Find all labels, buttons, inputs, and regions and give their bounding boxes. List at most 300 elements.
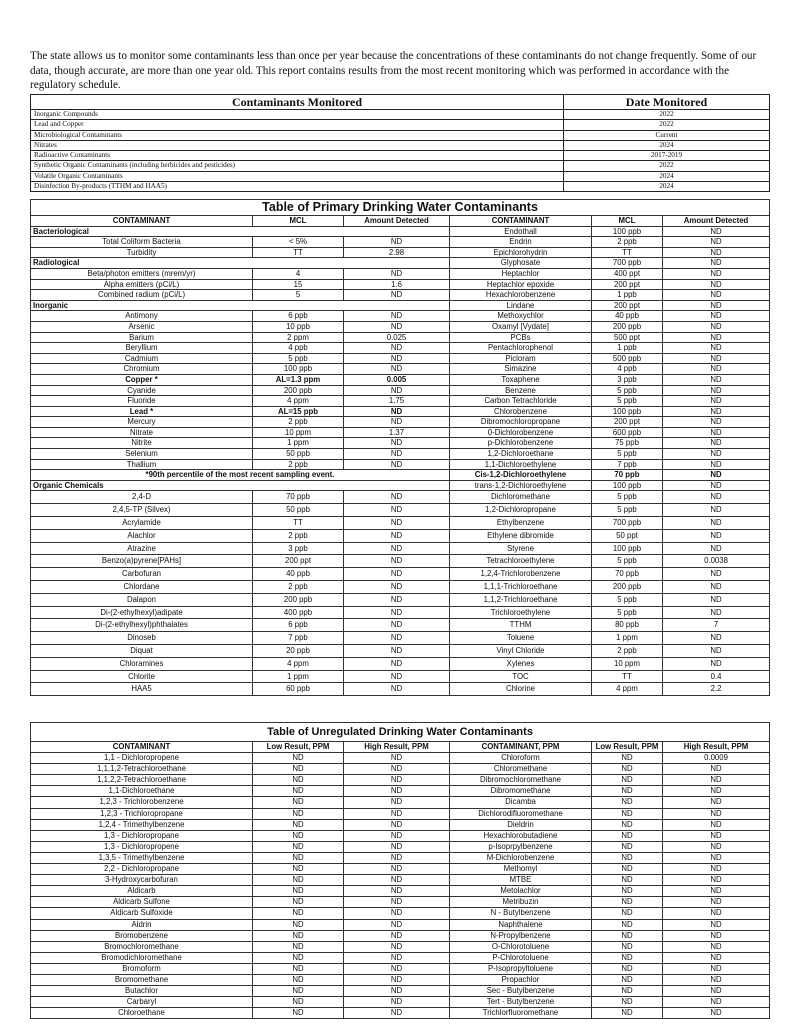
column-header: MCL: [592, 216, 663, 227]
high-result: ND: [344, 775, 450, 786]
table-row: [31, 930, 770, 941]
footnote: *90th percentile of the most recent sampling event.: [31, 470, 450, 481]
contaminant-name: Barium: [31, 332, 253, 343]
high-result: ND: [344, 797, 450, 808]
contaminant-name: 1,2,4 - Trimethylbenzene: [31, 819, 253, 830]
amount-detected: ND: [344, 237, 450, 248]
table-row: [31, 268, 770, 279]
low-result: ND: [592, 908, 663, 919]
low-result: ND: [592, 864, 663, 875]
amount-detected: ND: [663, 353, 770, 364]
contaminant-name: Chromium: [31, 364, 253, 375]
contaminant-group-name: Synthetic Organic Contaminants (including herbicides and pesticides): [31, 161, 564, 171]
amount-detected: ND: [663, 237, 770, 248]
contaminant-name: Ethylbenzene: [450, 517, 592, 530]
mcl-value: 4: [253, 268, 344, 279]
contaminant-name: 1,1-Dichloroethylene: [450, 459, 592, 470]
mcl-value: 6 ppb: [253, 311, 344, 322]
low-result: ND: [253, 930, 344, 941]
table-row: [31, 645, 770, 658]
mcl-value: 100 ppb: [592, 480, 663, 491]
contaminant-name: Toluene: [450, 632, 592, 645]
high-result: ND: [663, 897, 770, 908]
high-result: ND: [663, 886, 770, 897]
contaminant-name: 1,2-Dichloroethane: [450, 449, 592, 460]
amount-detected: ND: [663, 279, 770, 290]
column-header: MCL: [253, 216, 344, 227]
high-result: ND: [663, 986, 770, 997]
contaminant-name: TOC: [450, 670, 592, 683]
contaminant-name: 1,3 - Dichloropropene: [31, 841, 253, 852]
contaminant-name: M-Dichlorobenzene: [450, 852, 592, 863]
table-row: [31, 542, 770, 555]
contaminant-name: Xylenes: [450, 657, 592, 670]
amount-detected: ND: [344, 517, 450, 530]
contaminant-name: Chloromethane: [450, 764, 592, 775]
amount-detected: ND: [344, 555, 450, 568]
low-result: ND: [253, 819, 344, 830]
contaminant-name: 1,1,2,2-Tetrachloroethane: [31, 775, 253, 786]
mcl-value: TT: [592, 670, 663, 683]
mcl-value: 5 ppb: [592, 491, 663, 504]
contaminant-name: p-Isoprpylbenzene: [450, 841, 592, 852]
contaminant-name: 1,1,1,2-Tetrachloroethane: [31, 764, 253, 775]
amount-detected: ND: [663, 385, 770, 396]
contaminant-name: PCBs: [450, 332, 592, 343]
table-row: [31, 417, 770, 428]
table-row: [31, 875, 770, 886]
contaminant-group-name: Disinfection By-products (TTHM and HAA5): [31, 182, 564, 192]
low-result: ND: [253, 997, 344, 1008]
contaminant-group-name: Volatile Organic Contaminants: [31, 171, 564, 181]
mcl-value: 60 ppb: [253, 683, 344, 696]
low-result: ND: [253, 786, 344, 797]
mcl-value: 200 ppb: [253, 593, 344, 606]
contaminant-name: N - Butylbenzene: [450, 908, 592, 919]
amount-detected: ND: [344, 353, 450, 364]
date-monitored: 2024: [564, 171, 770, 181]
contaminant-name: Nitrate: [31, 427, 253, 438]
low-result: ND: [592, 986, 663, 997]
contaminant-name: Heptachlor: [450, 268, 592, 279]
table-row: [31, 406, 770, 417]
contaminant-name: Glyphosate: [450, 258, 592, 269]
mcl-value: 4 ppm: [592, 683, 663, 696]
amount-detected: ND: [344, 449, 450, 460]
mcl-value: 3 ppb: [592, 374, 663, 385]
contaminant-name: Oxamyl [Vydate]: [450, 321, 592, 332]
amount-detected: ND: [663, 406, 770, 417]
mcl-value: 20 ppb: [253, 645, 344, 658]
low-result: ND: [253, 897, 344, 908]
mcl-value: 200 ppt: [253, 555, 344, 568]
mcl-value: 5 ppb: [592, 504, 663, 517]
amount-detected: ND: [663, 606, 770, 619]
mcl-value: 100 ppb: [592, 226, 663, 237]
contaminant-name: 1,2,3 - Trichloropropane: [31, 808, 253, 819]
contaminant-name: Carbofuran: [31, 568, 253, 581]
amount-detected: ND: [344, 311, 450, 322]
contaminant-name: p-Dichlorobenzene: [450, 438, 592, 449]
contaminant-name: Trichloroethylene: [450, 606, 592, 619]
low-result: ND: [592, 952, 663, 963]
mcl-value: 70 ppb: [592, 568, 663, 581]
low-result: ND: [592, 875, 663, 886]
amount-detected: ND: [663, 364, 770, 375]
mcl-value: 200 ppb: [592, 321, 663, 332]
column-header: CONTAMINANT: [31, 216, 253, 227]
mcl-value: 500 ppb: [592, 353, 663, 364]
table-row: [31, 683, 770, 696]
mcl-value: 6 ppb: [253, 619, 344, 632]
high-result: ND: [344, 963, 450, 974]
date-monitored: 2022: [564, 120, 770, 130]
table-row: [31, 491, 770, 504]
low-result: ND: [253, 886, 344, 897]
amount-detected: 0.005: [344, 374, 450, 385]
column-header: Amount Detected: [344, 216, 450, 227]
column-header: Low Result, PPM: [253, 742, 344, 753]
low-result: ND: [253, 864, 344, 875]
contaminant-name: Bromochloromethane: [31, 941, 253, 952]
mcl-value: 1 ppb: [592, 343, 663, 354]
amount-detected: ND: [663, 438, 770, 449]
high-result: ND: [344, 986, 450, 997]
table-row: [31, 364, 770, 375]
contaminant-name: Chlorine: [450, 683, 592, 696]
low-result: ND: [592, 808, 663, 819]
date-monitored: Current: [564, 130, 770, 140]
mcl-value: 4 ppm: [253, 396, 344, 407]
amount-detected: ND: [663, 491, 770, 504]
table-row: [31, 797, 770, 808]
mcl-value: 7 ppb: [592, 459, 663, 470]
table-row: [31, 353, 770, 364]
mcl-value: 2 ppb: [592, 645, 663, 658]
mcl-value: 500 ppt: [592, 332, 663, 343]
low-result: ND: [592, 841, 663, 852]
mcl-value: 4 ppb: [253, 343, 344, 354]
high-result: ND: [344, 919, 450, 930]
high-result: ND: [663, 941, 770, 952]
mcl-value: 5 ppb: [592, 449, 663, 460]
table-row: [31, 808, 770, 819]
table-row: [31, 568, 770, 581]
column-header: Amount Detected: [663, 216, 770, 227]
contaminant-name: Nitrite: [31, 438, 253, 449]
low-result: ND: [253, 775, 344, 786]
amount-detected: ND: [663, 504, 770, 517]
contaminant-name: 1,3 - Dichloropropane: [31, 830, 253, 841]
contaminant-name: 2,4-D: [31, 491, 253, 504]
amount-detected: ND: [344, 459, 450, 470]
low-result: ND: [253, 841, 344, 852]
contaminant-name: 1,2,3 - Trichlorobenzene: [31, 797, 253, 808]
high-result: ND: [344, 830, 450, 841]
contaminant-name: Picloram: [450, 353, 592, 364]
contaminant-name: Methoxychlor: [450, 311, 592, 322]
amount-detected: ND: [344, 406, 450, 417]
table-row: [31, 841, 770, 852]
mcl-value: 3 ppb: [253, 542, 344, 555]
high-result: ND: [663, 786, 770, 797]
amount-detected: ND: [344, 645, 450, 658]
contaminant-name: Dieldrin: [450, 819, 592, 830]
high-result: ND: [663, 952, 770, 963]
low-result: ND: [253, 941, 344, 952]
mcl-value: 100 ppb: [253, 364, 344, 375]
high-result: ND: [663, 852, 770, 863]
table-row: [31, 997, 770, 1008]
low-result: ND: [592, 786, 663, 797]
amount-detected: ND: [344, 529, 450, 542]
contaminant-name: Total Coliform Bacteria: [31, 237, 253, 248]
amount-detected: ND: [663, 396, 770, 407]
mcl-value: TT: [253, 247, 344, 258]
high-result: ND: [663, 1008, 770, 1019]
contaminant-name: Trichlorfluoromethane: [450, 1008, 592, 1019]
low-result: ND: [592, 897, 663, 908]
high-result: ND: [663, 797, 770, 808]
low-result: ND: [592, 775, 663, 786]
table-row: [31, 1008, 770, 1019]
contaminant-name: Dibromomethane: [450, 786, 592, 797]
contaminant-group-name: Radioactive Contaminants: [31, 151, 564, 161]
mcl-value: 5 ppb: [592, 385, 663, 396]
amount-detected: ND: [344, 417, 450, 428]
high-result: ND: [344, 930, 450, 941]
amount-detected: ND: [344, 364, 450, 375]
table-row: [31, 321, 770, 332]
mcl-value: 2 ppb: [253, 459, 344, 470]
contaminant-name: Dibromochloromethane: [450, 775, 592, 786]
table-row: [31, 919, 770, 930]
column-header: High Result, PPM: [344, 742, 450, 753]
mcl-value: 50 ppb: [253, 449, 344, 460]
table-row: [31, 332, 770, 343]
contaminant-name: Diquat: [31, 645, 253, 658]
mcl-value: 200 ppt: [592, 279, 663, 290]
mcl-value: 200 ppt: [592, 300, 663, 311]
contaminant-name: Butachlor: [31, 986, 253, 997]
contaminant-name: Fluoride: [31, 396, 253, 407]
table-row: [31, 279, 770, 290]
primary-header-row: [31, 216, 770, 227]
contaminant-name: Ethylene dibromide: [450, 529, 592, 542]
table-row: [31, 963, 770, 974]
low-result: ND: [592, 886, 663, 897]
contaminant-name: Metribuzin: [450, 897, 592, 908]
amount-detected: ND: [344, 542, 450, 555]
amount-detected: ND: [663, 568, 770, 581]
contaminant-name: Carbaryl: [31, 997, 253, 1008]
contaminant-name: 1,2,4-Trichlorobenzene: [450, 568, 592, 581]
amount-detected: ND: [663, 529, 770, 542]
table-row: [31, 427, 770, 438]
contaminant-name: Aldicarb: [31, 886, 253, 897]
high-result: ND: [344, 897, 450, 908]
amount-detected: 0.0038: [663, 555, 770, 568]
amount-detected: ND: [663, 459, 770, 470]
contaminant-name: Heptachlor epoxide: [450, 279, 592, 290]
mcl-value: 5 ppb: [592, 606, 663, 619]
table-row: [31, 459, 770, 470]
high-result: ND: [663, 830, 770, 841]
mcl-value: 1 ppm: [253, 670, 344, 683]
contaminant-name: 1,1-Dichloroethane: [31, 786, 253, 797]
mcl-value: 400 ppt: [592, 268, 663, 279]
mcl-value: 600 ppb: [592, 427, 663, 438]
low-result: ND: [592, 797, 663, 808]
monitored-row: [31, 182, 770, 192]
mcl-value: AL=1.3 ppm: [253, 374, 344, 385]
contaminant-name: Dinoseb: [31, 632, 253, 645]
table-row: [31, 886, 770, 897]
contaminant-name: Aldicarb Sulfoxide: [31, 908, 253, 919]
mcl-value: 700 ppb: [592, 517, 663, 530]
mcl-value: 70 ppb: [253, 491, 344, 504]
contaminant-name: Mercury: [31, 417, 253, 428]
low-result: ND: [592, 930, 663, 941]
table-row: [31, 619, 770, 632]
low-result: ND: [253, 753, 344, 764]
amount-detected: ND: [663, 470, 770, 481]
table-row: [31, 753, 770, 764]
monitored-row: [31, 110, 770, 120]
mcl-value: 75 ppb: [592, 438, 663, 449]
table-row: [31, 852, 770, 863]
amount-detected: ND: [663, 343, 770, 354]
high-result: ND: [344, 841, 450, 852]
low-result: ND: [592, 941, 663, 952]
high-result: ND: [344, 974, 450, 985]
contaminant-name: Alachlor: [31, 529, 253, 542]
monitored-row: [31, 130, 770, 140]
contaminant-name: Styrene: [450, 542, 592, 555]
high-result: ND: [344, 941, 450, 952]
high-result: ND: [663, 974, 770, 985]
mcl-value: 200 ppt: [592, 417, 663, 428]
amount-detected: ND: [344, 606, 450, 619]
mcl-value: 4 ppb: [592, 364, 663, 375]
amount-detected: ND: [663, 247, 770, 258]
contaminant-name: Naphthalene: [450, 919, 592, 930]
amount-detected: ND: [344, 268, 450, 279]
amount-detected: ND: [663, 517, 770, 530]
contaminant-name: Sec - Butylbenzene: [450, 986, 592, 997]
amount-detected: ND: [663, 226, 770, 237]
contaminant-name: Benzene: [450, 385, 592, 396]
contaminant-name: 0-Dichlorobenzene: [450, 427, 592, 438]
mcl-value: 400 ppb: [253, 606, 344, 619]
amount-detected: ND: [663, 645, 770, 658]
contaminant-name: Toxaphene: [450, 374, 592, 385]
amount-detected: ND: [344, 321, 450, 332]
mcl-value: 15: [253, 279, 344, 290]
amount-detected: ND: [344, 438, 450, 449]
amount-detected: ND: [344, 504, 450, 517]
contaminant-name: Selenium: [31, 449, 253, 460]
mcl-value: 5: [253, 290, 344, 301]
unregulated-table-title: Table of Unregulated Drinking Water Contaminants: [31, 723, 770, 742]
table-row: [31, 974, 770, 985]
amount-detected: ND: [344, 343, 450, 354]
amount-detected: ND: [663, 258, 770, 269]
column-header: CONTAMINANT: [31, 742, 253, 753]
monitored-row: [31, 161, 770, 171]
amount-detected: ND: [663, 427, 770, 438]
contaminant-name: Antimony: [31, 311, 253, 322]
contaminant-name: Aldicarb Sulfone: [31, 897, 253, 908]
high-result: ND: [663, 875, 770, 886]
high-result: ND: [344, 908, 450, 919]
table-row: [31, 986, 770, 997]
mcl-value: 5 ppb: [253, 353, 344, 364]
section-label: Organic Chemicals: [31, 480, 450, 491]
mcl-value: 2 ppm: [253, 332, 344, 343]
table-row: [31, 657, 770, 670]
table-row: [31, 226, 770, 237]
amount-detected: ND: [663, 480, 770, 491]
contaminant-name: Alpha emitters (pCi/L): [31, 279, 253, 290]
contaminant-name: 1,2-Dichloropropane: [450, 504, 592, 517]
amount-detected: 2.98: [344, 247, 450, 258]
contaminant-name: 2,4,5-TP (Silvex): [31, 504, 253, 517]
low-result: ND: [253, 963, 344, 974]
mcl-value: 2 ppb: [253, 581, 344, 594]
table-row: [31, 830, 770, 841]
table-row: [31, 247, 770, 258]
high-result: ND: [663, 997, 770, 1008]
contaminant-name: 2,2 - Dichloropropane: [31, 864, 253, 875]
date-monitored: 2022: [564, 161, 770, 171]
mcl-value: < 5%: [253, 237, 344, 248]
contaminant-name: Dalapon: [31, 593, 253, 606]
mcl-value: 10 ppm: [592, 657, 663, 670]
mcl-value: 10 ppm: [253, 427, 344, 438]
table-row: [31, 385, 770, 396]
low-result: ND: [253, 974, 344, 985]
table-row: [31, 290, 770, 301]
contaminant-name: Carbon Tetrachloride: [450, 396, 592, 407]
contaminant-name: 1,1,2-Trichloroethane: [450, 593, 592, 606]
high-result: ND: [663, 963, 770, 974]
table-row: [31, 237, 770, 248]
table-row: [31, 449, 770, 460]
amount-detected: ND: [663, 632, 770, 645]
low-result: ND: [592, 764, 663, 775]
low-result: ND: [592, 919, 663, 930]
mcl-value: 1 ppb: [592, 290, 663, 301]
table-row: [31, 300, 770, 311]
high-result: ND: [344, 997, 450, 1008]
section-label: Bacteriological: [31, 226, 450, 237]
amount-detected: ND: [663, 542, 770, 555]
amount-detected: 1.75: [344, 396, 450, 407]
contaminant-name: TTHM: [450, 619, 592, 632]
contaminant-name: Chloroethane: [31, 1008, 253, 1019]
date-monitored: 2024: [564, 182, 770, 192]
amount-detected: ND: [663, 332, 770, 343]
table-row: [31, 581, 770, 594]
amount-detected: ND: [663, 374, 770, 385]
mcl-value: 700 ppb: [592, 258, 663, 269]
amount-detected: ND: [344, 290, 450, 301]
high-result: ND: [344, 952, 450, 963]
contaminant-name: 1,1,1-Trichloroethane: [450, 581, 592, 594]
contaminant-name: Bromobenzene: [31, 930, 253, 941]
contaminant-name: Chlorite: [31, 670, 253, 683]
